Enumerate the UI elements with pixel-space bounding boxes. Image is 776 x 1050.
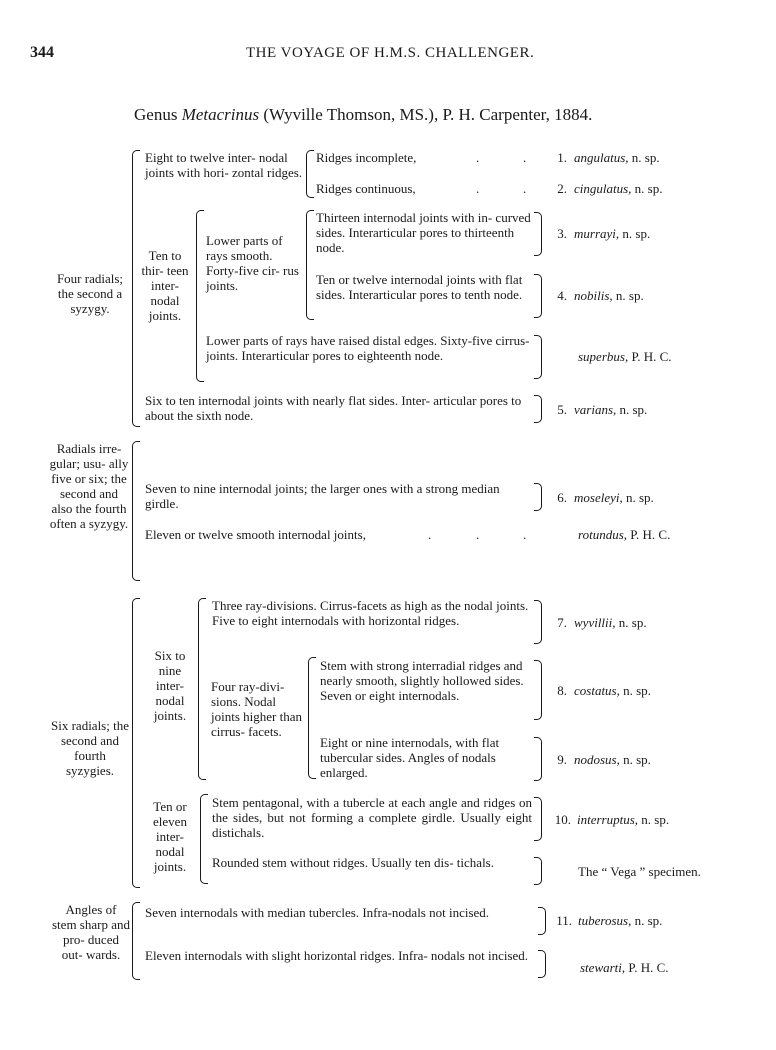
species-entry — [574, 683, 651, 698]
species-authority: n. sp. — [641, 812, 670, 827]
species-number: 5. — [557, 402, 567, 417]
species-authority: n. sp. — [625, 490, 654, 505]
species-entry — [574, 288, 644, 303]
subgroup-seven-internodals: Seven internodals with median tubercles. Infra-nodals not incised. — [145, 905, 490, 920]
species-authority: n. sp. — [634, 181, 663, 196]
species-entry — [574, 150, 660, 165]
subgroup-eleven-twelve-smooth: Eleven or twelve smooth internodal joints, — [145, 527, 366, 542]
species-entry — [578, 527, 670, 542]
species-authority: n. sp. — [631, 150, 660, 165]
bracket-rounded — [534, 857, 542, 885]
species-number: 2. — [557, 181, 567, 196]
species-authority: n. sp. — [623, 752, 651, 767]
genus-prefix: Genus — [134, 105, 182, 124]
char-strong-ridges: Stem with strong interradial ridges and nearly smooth, slightly hollowed sides. Seven or eight internodals. — [320, 658, 524, 703]
bracket-angles — [132, 902, 140, 980]
species-entry — [580, 960, 669, 975]
species-authority: n. sp. — [623, 683, 651, 698]
char-eight-nine: Eight or nine internodals, with flat tubercular sides. Angles of nodals enlarged. — [320, 735, 500, 780]
bracket-ten-eleven — [200, 794, 208, 884]
species-authority: P. H. C. — [628, 960, 669, 975]
species-name: angulatus, — [574, 150, 629, 165]
species-entry — [578, 349, 672, 364]
species-entry — [574, 752, 651, 767]
species-authority: The “ Vega ” specimen. — [578, 864, 701, 879]
species-number: 4. — [557, 288, 567, 303]
species-number: 1. — [557, 150, 567, 165]
bracket-ten-thirteen — [196, 210, 204, 382]
species-entry — [574, 181, 662, 196]
subgroup-four-ray: Four ray-divi- sions. Nodal joints higher than cirrus- facets. — [211, 679, 302, 739]
species-authority: n. sp. — [622, 226, 651, 241]
char-thirteen: Thirteen internodal joints with in- curved sides. Interarticular pores to thirteenth node. — [316, 210, 531, 255]
bracket-four-ray — [308, 657, 316, 779]
species-authority: n. sp. — [615, 288, 644, 303]
dot: . — [476, 181, 480, 196]
bracket-eleven-internodals — [538, 950, 546, 978]
bracket-eight-twelve — [306, 150, 314, 198]
bracket-six-radials — [132, 598, 140, 888]
subgroup-lower-smooth: Lower parts of rays smooth. Forty-five cir- rus joints. — [206, 233, 299, 293]
species-number: 11. — [556, 913, 572, 928]
species-entry — [574, 402, 647, 417]
species-name: nobilis, — [574, 288, 613, 303]
subgroup-six-nine: Six to nine inter- nodal joints. — [153, 648, 187, 723]
species-name: tuberosus, — [578, 913, 632, 928]
subgroup-three-ray: Three ray-divisions. Cirrus-facets as high as the nodal joints. Five to eight internodals with horizontal ridges. — [212, 598, 529, 628]
species-number: 6. — [557, 490, 567, 505]
bracket-six-nine — [198, 598, 206, 780]
subgroup-lower-raised: Lower parts of rays have raised distal edges. Sixty-five cirrus-joints. Interarticular pores to eighteenth node. — [206, 333, 530, 363]
bracket-lower-smooth — [306, 210, 314, 320]
subgroup-seven-nine: Seven to nine internodal joints; the larger ones with a strong median girdle. — [145, 481, 500, 511]
species-authority: P. H. C. — [631, 349, 672, 364]
genus-heading — [134, 105, 592, 125]
group-irregular-radials: Radials irre- gular; usu- ally five or six; the second and also the fourth often a syzygy. — [49, 441, 129, 531]
running-title: THE VOYAGE OF H.M.S. CHALLENGER. — [246, 45, 535, 61]
species-authority: n. sp. — [618, 615, 647, 630]
species-authority: n. sp. — [634, 913, 663, 928]
species-name: wyvillii, — [574, 615, 616, 630]
dot: . — [476, 527, 480, 542]
species-authority: P. H. C. — [630, 527, 671, 542]
page-number: 344 — [30, 44, 54, 61]
char-ten-twelve: Ten or twelve internodal joints with flat sides. Interarticular pores to tenth node. — [316, 272, 523, 302]
subgroup-eight-twelve: Eight to twelve inter- nodal joints with hori- zontal ridges. — [145, 150, 303, 180]
species-entry — [574, 615, 647, 630]
dot: . — [428, 527, 432, 542]
species-entry — [578, 864, 701, 879]
bracket-lower-raised — [534, 335, 542, 379]
subgroup-ten-eleven: Ten or eleven inter- nodal joints. — [153, 799, 187, 874]
species-number: 8. — [557, 683, 567, 698]
species-entry — [574, 490, 654, 505]
bracket-irregular-radials — [132, 441, 140, 581]
species-number: 10. — [554, 812, 571, 827]
species-name: cingulatus, — [574, 181, 632, 196]
species-entry — [577, 812, 669, 827]
dot: . — [523, 150, 527, 165]
char-ridges-continuous: Ridges continuous, — [316, 181, 416, 196]
char-ridges-incomplete: Ridges incomplete, — [316, 150, 417, 165]
char-rounded: Rounded stem without ridges. Usually ten dis- tichals. — [212, 855, 494, 870]
species-name: murrayi, — [574, 226, 620, 241]
species-number: 3. — [557, 226, 567, 241]
species-name: interruptus, — [577, 812, 639, 827]
subgroup-six-ten: Six to ten internodal joints with nearly flat sides. Inter- articular pores to about the sixth node. — [145, 393, 522, 423]
dot: . — [523, 181, 527, 196]
species-entry — [578, 913, 662, 928]
species-number: 7. — [557, 615, 567, 630]
species-number: 9. — [557, 752, 567, 767]
group-angles: Angles of stem sharp and pro- duced out- wards. — [52, 902, 130, 962]
species-name: rotundus, — [578, 527, 627, 542]
subgroup-eleven-internodals: Eleven internodals with slight horizontal ridges. Infra- nodals not incised. — [145, 948, 529, 963]
species-name: varians, — [574, 402, 617, 417]
species-authority: n. sp. — [619, 402, 648, 417]
species-name: stewarti, — [580, 960, 626, 975]
bracket-four-radials — [132, 150, 140, 427]
species-name: nodosus, — [574, 752, 620, 767]
group-four-radials: Four radials; the second a syzygy. — [56, 271, 124, 316]
char-pentagonal: Stem pentagonal, with a tubercle at each angle and ridges on the sides, but not forming a complete girdle. Usually eight distichals. — [212, 795, 532, 840]
species-entry — [574, 226, 650, 241]
species-name: costatus, — [574, 683, 620, 698]
species-name: moseleyi, — [574, 490, 623, 505]
dot: . — [523, 527, 527, 542]
subgroup-ten-thirteen: Ten to thir- teen inter- nodal joints. — [141, 248, 189, 323]
genus-name: Metacrinus — [181, 105, 260, 124]
dot: . — [476, 150, 480, 165]
group-six-radials: Six radials; the second and fourth syzygies. — [51, 718, 129, 778]
species-name: superbus, — [578, 349, 629, 364]
genus-suffix: (Wyville Thomson, MS.), P. H. Carpenter, 1884. — [259, 105, 593, 124]
